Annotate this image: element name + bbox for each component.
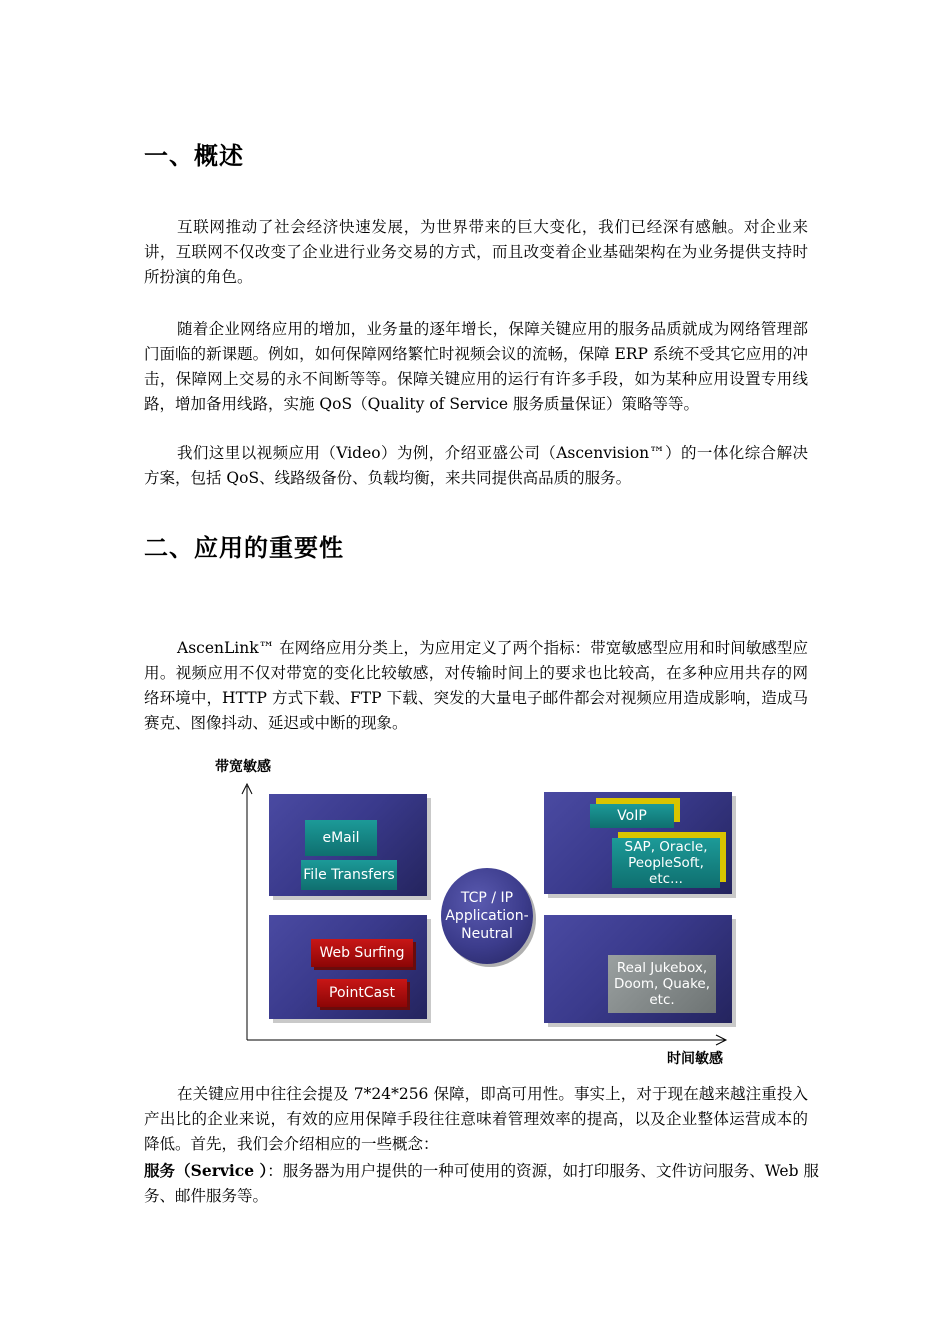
x-axis-label: 时间敏感: [667, 1051, 723, 1067]
quadrant-bottom-left: [269, 915, 427, 1019]
paragraph-overview-1: 互联网推动了社会经济快速发展，为世界带来的巨大变化，我们已经深有感触。对企业来讲，互联网不仅改变了企业进行业务交易的方式，而且改变着企业基础架构在为业务提供支持时所扮演的角色。: [144, 218, 808, 286]
section-heading-overview: 一、概述: [144, 142, 244, 170]
quadrant-top-right: [544, 792, 732, 894]
web-surfing-label: Web Surfing: [311, 939, 413, 967]
tcp-ip-neutral-circle: [441, 868, 533, 964]
pointcast-label: PointCast: [317, 979, 407, 1007]
paragraph-high-availability: 在关键应用中往往会提及 7*24*256 保障，即高可用性。事实上，对于现在越来越注重投入产出比的企业来说，有效的应用保障手段往往意味着管理效率的提高，以及企业整体运营成本的降低。首先，我们会介绍相应的一些概念：: [144, 1085, 808, 1153]
games-label: Real Jukebox, Doom, Quake, etc.: [608, 955, 716, 1013]
paragraph-overview-3: 我们这里以视频应用（Video）为例，介绍亚盛公司（Ascenvision™）的一体化综合解决方案，包括 QoS、线路级备份、负载均衡，来共同提供高品质的服务。: [144, 444, 808, 487]
paragraph-overview-2: 随着企业网络应用的增加，业务量的逐年增长，保障关键应用的服务品质就成为网络管理部门面临的新课题。例如，如何保障网络繁忙时视频会议的流畅，保障 ERP 系统不受其它应用的冲击，保障网上交易的永不间断等等。保障关键应用的运行有许多手段，如为某种应用设置专用线路，增加备用线路，实施 QoS（Quality of Service 服务质量保证）策略等等。: [144, 320, 808, 413]
application-sensitivity-diagram: [205, 752, 745, 1072]
paragraph-service-definition: [144, 1158, 819, 1209]
quadrant-top-left: [269, 794, 427, 896]
voip-label: VoIP: [590, 804, 674, 828]
tcp-ip-label: TCP / IP Application-Neutral: [445, 890, 529, 942]
paragraph-importance-intro: AscenLink™ 在网络应用分类上，为应用定义了两个指标：带宽敏感型应用和时间敏感型应用。视频应用不仅对带宽的变化比较敏感，对传输时间上的要求也比较高，在多种应用共存的网络环境中，HTTP 方式下载、FTP 下载、突发的大量电子邮件都会对视频应用造成影响，造成马赛克、图像抖动、延迟或中断的现象。: [144, 639, 808, 732]
y-axis-label: 带宽敏感: [215, 759, 271, 775]
section-heading-importance: 二、应用的重要性: [144, 534, 344, 562]
sap-oracle-label: SAP, Oracle, PeopleSoft, etc...: [612, 838, 720, 888]
service-term: 服务（Service ）: [144, 1161, 268, 1180]
email-label: eMail: [305, 820, 377, 856]
file-transfers-label: File Transfers: [301, 860, 397, 890]
service-definition: ：服务器为用户提供的一种可使用的资源，如打印服务、文件访问服务、Web 服务、邮件服务等。: [144, 1162, 819, 1205]
quadrant-bottom-right: [544, 915, 732, 1023]
